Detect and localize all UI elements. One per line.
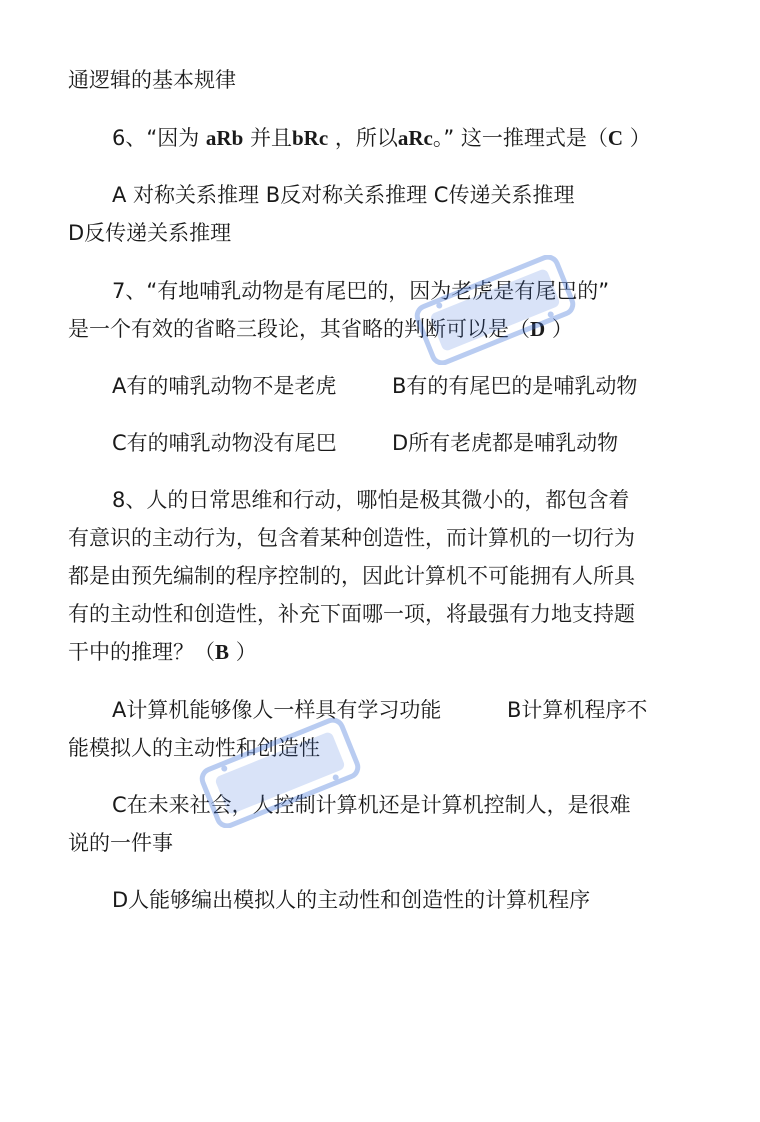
q8-answer: B	[215, 640, 230, 664]
q6-term-arb: aRb	[205, 126, 244, 150]
q8-option-d: D人能够编出模拟人的主动性和创造性的计算机程序	[112, 888, 591, 912]
q6-options-line1: A 对称关系推理 B反对称关系推理 C传递关系推理	[112, 183, 575, 207]
question-8-line1: 8、人的日常思维和行动，哪怕是极其微小的，都包含着	[112, 488, 630, 512]
q7-option-b: B有的有尾巴的是哺乳动物	[392, 374, 638, 398]
watermark-stamp	[195, 718, 365, 828]
q6-term-arc: aRc	[397, 126, 433, 150]
question-8-line5	[68, 638, 257, 666]
q6-mid1: 并且	[243, 126, 292, 150]
q6-suffix: 。” 这一推理式是（	[432, 126, 608, 150]
q8-option-b-part2: 能模拟人的主动性和创造性	[68, 736, 320, 760]
q6-answer: C	[607, 126, 624, 150]
q6-prefix: 6、“因为	[112, 126, 206, 150]
question-7-line1: 7、“有地哺乳动物是有尾巴的，因为老虎是有尾巴的”	[112, 279, 610, 303]
q8-option-a: A计算机能够像人一样具有学习功能	[112, 698, 442, 722]
question-8-line3: 都是由预先编制的程序控制的，因此计算机不可能拥有人所具	[68, 564, 635, 588]
q8-option-c-part2: 说的一件事	[68, 831, 173, 855]
q6-close: ）	[623, 126, 651, 150]
q8-close: ）	[229, 640, 257, 664]
q8-option-c-part1: C在未来社会，人控制计算机还是计算机控制人，是很难	[112, 793, 631, 817]
q7-option-a: A有的哺乳动物不是老虎	[112, 374, 337, 398]
q6-term-brc: bRc	[291, 126, 329, 150]
q7-line2-prefix: 是一个有效的省略三段论，其省略的判断可以是（	[68, 317, 530, 341]
q8-line5-prefix: 干中的推理？（	[68, 640, 215, 664]
question-8-line4: 有的主动性和创造性，补充下面哪一项，将最强有力地支持题	[68, 602, 635, 626]
q7-option-d: D所有老虎都是哺乳动物	[392, 431, 619, 455]
q7-answer: D	[530, 317, 546, 341]
q6-options-line2: D反传递关系推理	[68, 221, 232, 245]
watermark-stamp	[410, 255, 580, 365]
question-6	[112, 124, 651, 152]
intro-text: 通逻辑的基本规律	[68, 68, 236, 92]
q6-mid2: ，所以	[328, 126, 398, 150]
q7-close: ）	[545, 317, 573, 341]
q7-option-c: C有的哺乳动物没有尾巴	[112, 431, 337, 455]
question-8-line2: 有意识的主动行为，包含着某种创造性，而计算机的一切行为	[68, 526, 635, 550]
q8-option-b-part1: B计算机程序不	[507, 698, 648, 722]
